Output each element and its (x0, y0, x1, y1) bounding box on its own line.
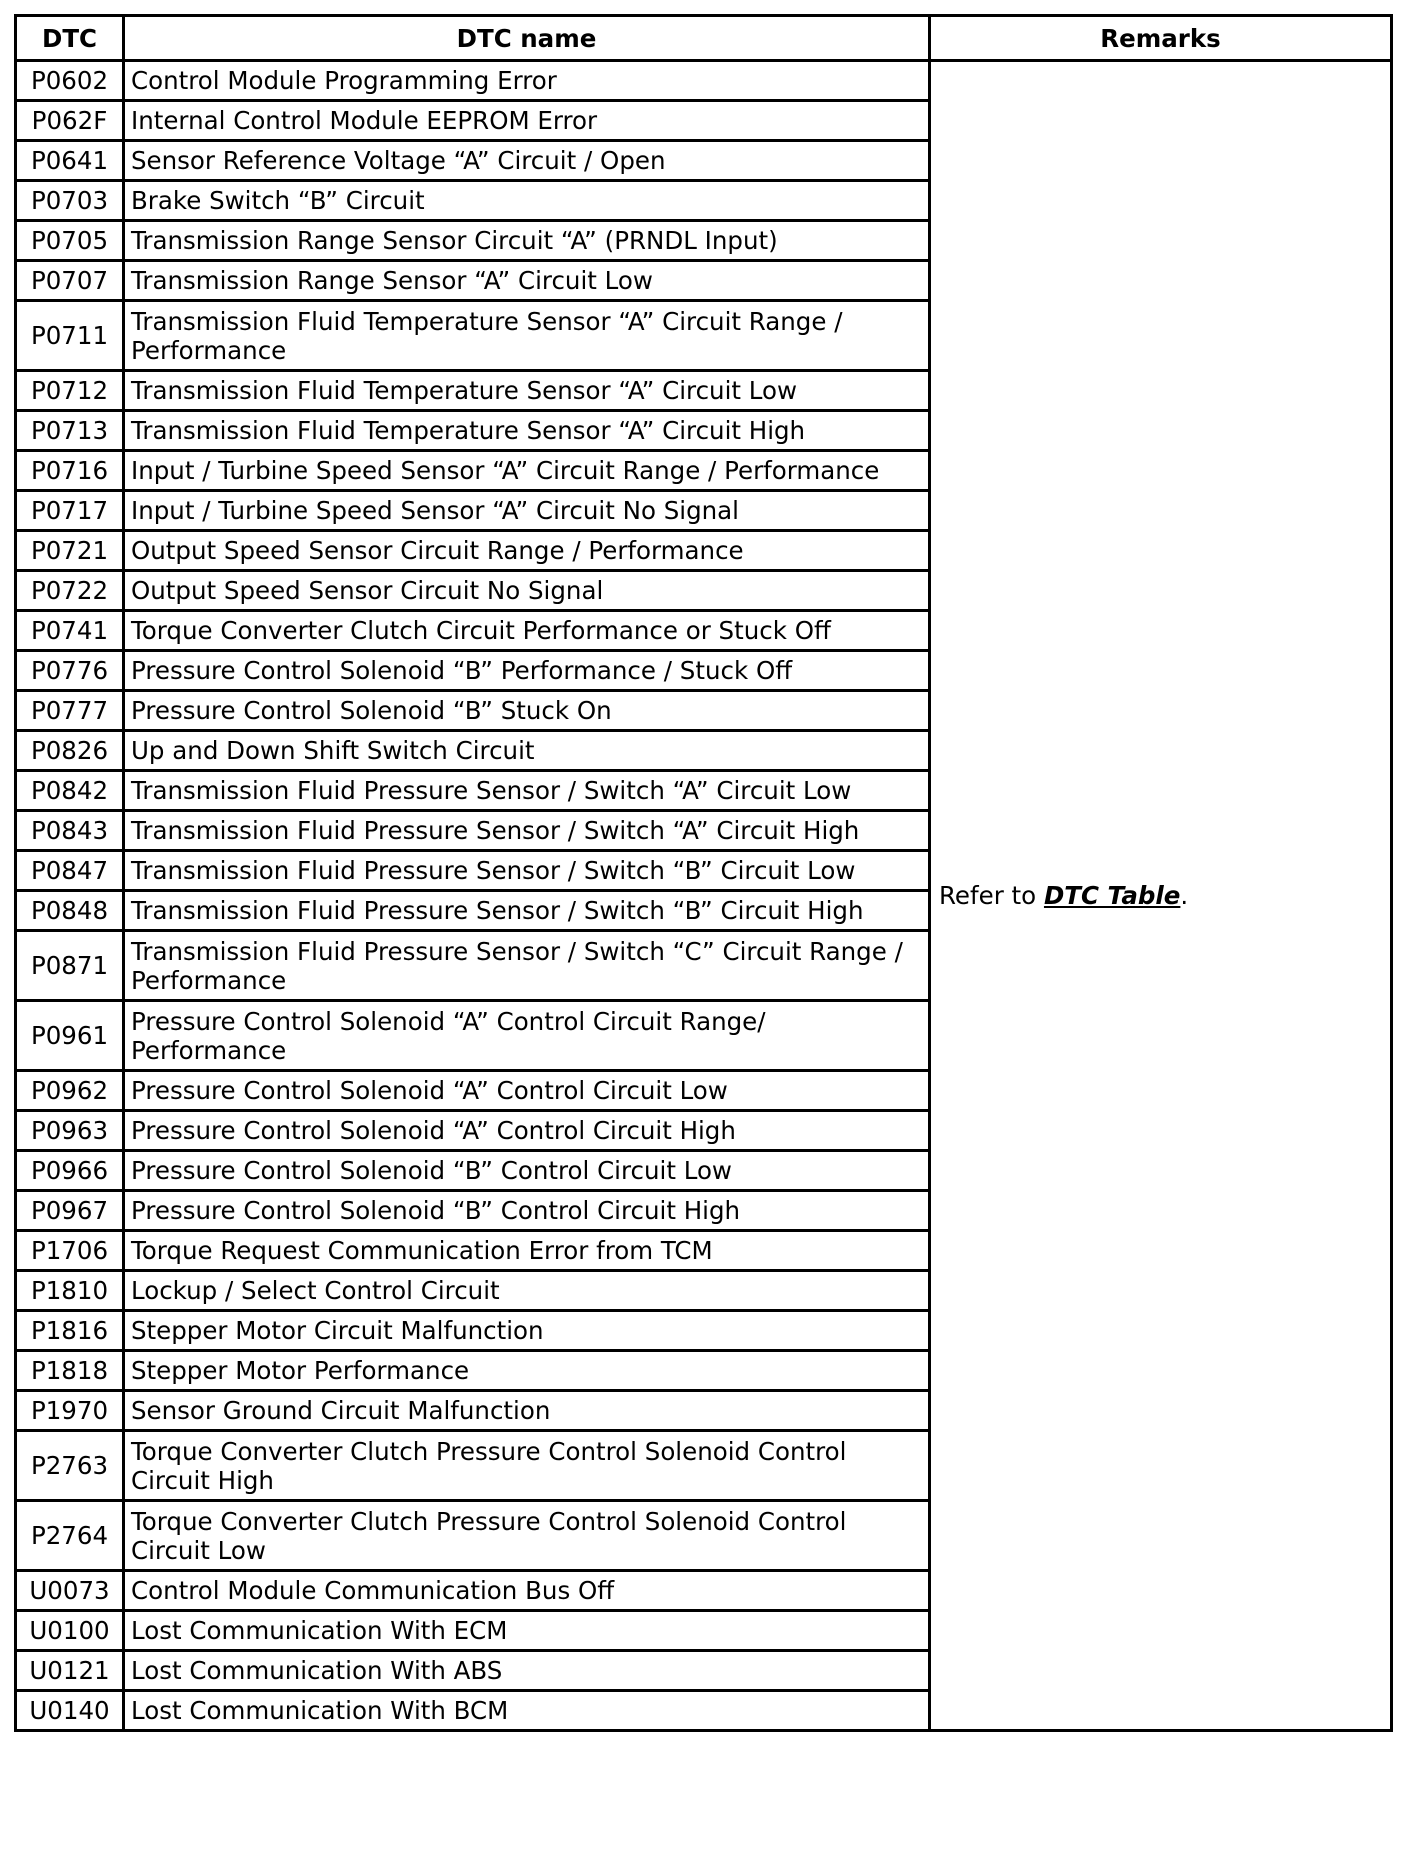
header-dtc-name: DTC name (124, 16, 930, 61)
dtc-name: Sensor Reference Voltage “A” Circuit / Open (124, 141, 930, 181)
dtc-name: Pressure Control Solenoid “B” Control Circuit High (124, 1191, 930, 1231)
dtc-name: Brake Switch “B” Circuit (124, 181, 930, 221)
header-remarks: Remarks (930, 16, 1392, 61)
dtc-name: Input / Turbine Speed Sensor “A” Circuit Range / Performance (124, 451, 930, 491)
dtc-code: P0826 (16, 731, 124, 771)
dtc-code: P0967 (16, 1191, 124, 1231)
dtc-name: Torque Converter Clutch Pressure Control Solenoid Control Circuit High (124, 1431, 930, 1501)
dtc-code: P0847 (16, 851, 124, 891)
dtc-name: Pressure Control Solenoid “A” Control Circuit High (124, 1111, 930, 1151)
dtc-name: Transmission Fluid Pressure Sensor / Switch “A” Circuit High (124, 811, 930, 851)
dtc-code: P0716 (16, 451, 124, 491)
dtc-code: P0842 (16, 771, 124, 811)
dtc-name: Transmission Range Sensor Circuit “A” (PRNDL Input) (124, 221, 930, 261)
dtc-code: P0722 (16, 571, 124, 611)
dtc-name: Pressure Control Solenoid “B” Control Circuit Low (124, 1151, 930, 1191)
dtc-name: Torque Converter Clutch Circuit Performance or Stuck Off (124, 611, 930, 651)
dtc-code: P062F (16, 101, 124, 141)
dtc-name: Transmission Fluid Pressure Sensor / Switch “B” Circuit High (124, 891, 930, 931)
header-row (16, 16, 1392, 61)
dtc-name: Torque Request Communication Error from TCM (124, 1231, 930, 1271)
dtc-code: U0100 (16, 1611, 124, 1651)
dtc-code: P0741 (16, 611, 124, 651)
dtc-table-body (16, 61, 1392, 1731)
dtc-code: P0713 (16, 411, 124, 451)
dtc-name: Lost Communication With BCM (124, 1691, 930, 1731)
dtc-name: Transmission Fluid Temperature Sensor “A” Circuit Low (124, 371, 930, 411)
dtc-code: P2763 (16, 1431, 124, 1501)
dtc-name: Control Module Programming Error (124, 61, 930, 101)
dtc-code: P2764 (16, 1501, 124, 1571)
dtc-name: Transmission Range Sensor “A” Circuit Low (124, 261, 930, 301)
dtc-name: Transmission Fluid Pressure Sensor / Switch “A” Circuit Low (124, 771, 930, 811)
dtc-code: P0966 (16, 1151, 124, 1191)
dtc-code: P0962 (16, 1071, 124, 1111)
dtc-name: Lockup / Select Control Circuit (124, 1271, 930, 1311)
dtc-code: U0121 (16, 1651, 124, 1691)
dtc-name: Sensor Ground Circuit Malfunction (124, 1391, 930, 1431)
dtc-name: Output Speed Sensor Circuit No Signal (124, 571, 930, 611)
dtc-code: P0711 (16, 301, 124, 371)
dtc-code: P0776 (16, 651, 124, 691)
dtc-table (14, 14, 1393, 1732)
header-dtc: DTC (16, 16, 124, 61)
dtc-name: Pressure Control Solenoid “B” Performance / Stuck Off (124, 651, 930, 691)
dtc-code: P1818 (16, 1351, 124, 1391)
dtc-code: P0843 (16, 811, 124, 851)
dtc-name: Transmission Fluid Pressure Sensor / Switch “C” Circuit Range / Performance (124, 931, 930, 1001)
dtc-code: P0641 (16, 141, 124, 181)
remarks-cell (930, 61, 1392, 1731)
dtc-code: P1706 (16, 1231, 124, 1271)
dtc-table-link[interactable]: DTC Table (1043, 881, 1181, 910)
dtc-code: P0705 (16, 221, 124, 261)
dtc-name: Up and Down Shift Switch Circuit (124, 731, 930, 771)
dtc-name: Stepper Motor Performance (124, 1351, 930, 1391)
dtc-name: Pressure Control Solenoid “A” Control Circuit Low (124, 1071, 930, 1111)
dtc-name: Output Speed Sensor Circuit Range / Performance (124, 531, 930, 571)
dtc-code: P0717 (16, 491, 124, 531)
dtc-name: Internal Control Module EEPROM Error (124, 101, 930, 141)
dtc-name: Torque Converter Clutch Pressure Control Solenoid Control Circuit Low (124, 1501, 930, 1571)
dtc-code: P0871 (16, 931, 124, 1001)
remarks-suffix: . (1180, 881, 1189, 910)
dtc-code: P0777 (16, 691, 124, 731)
dtc-name: Pressure Control Solenoid “A” Control Circuit Range/ Performance (124, 1001, 930, 1071)
dtc-name: Lost Communication With ABS (124, 1651, 930, 1691)
dtc-code: U0140 (16, 1691, 124, 1731)
dtc-name: Lost Communication With ECM (124, 1611, 930, 1651)
dtc-code: P0848 (16, 891, 124, 931)
dtc-code: P0721 (16, 531, 124, 571)
table-row (16, 61, 1392, 101)
dtc-code: P1816 (16, 1311, 124, 1351)
dtc-code: P1970 (16, 1391, 124, 1431)
dtc-code: P1810 (16, 1271, 124, 1311)
dtc-name: Transmission Fluid Temperature Sensor “A” Circuit Range / Performance (124, 301, 930, 371)
dtc-code: P0703 (16, 181, 124, 221)
dtc-code: P0602 (16, 61, 124, 101)
dtc-name: Input / Turbine Speed Sensor “A” Circuit No Signal (124, 491, 930, 531)
dtc-name: Control Module Communication Bus Off (124, 1571, 930, 1611)
dtc-code: P0707 (16, 261, 124, 301)
dtc-code: U0073 (16, 1571, 124, 1611)
dtc-name: Transmission Fluid Temperature Sensor “A” Circuit High (124, 411, 930, 451)
dtc-code: P0961 (16, 1001, 124, 1071)
dtc-name: Stepper Motor Circuit Malfunction (124, 1311, 930, 1351)
dtc-code: P0712 (16, 371, 124, 411)
dtc-name: Transmission Fluid Pressure Sensor / Switch “B” Circuit Low (124, 851, 930, 891)
remarks-prefix: Refer to (939, 881, 1044, 910)
dtc-code: P0963 (16, 1111, 124, 1151)
dtc-name: Pressure Control Solenoid “B” Stuck On (124, 691, 930, 731)
